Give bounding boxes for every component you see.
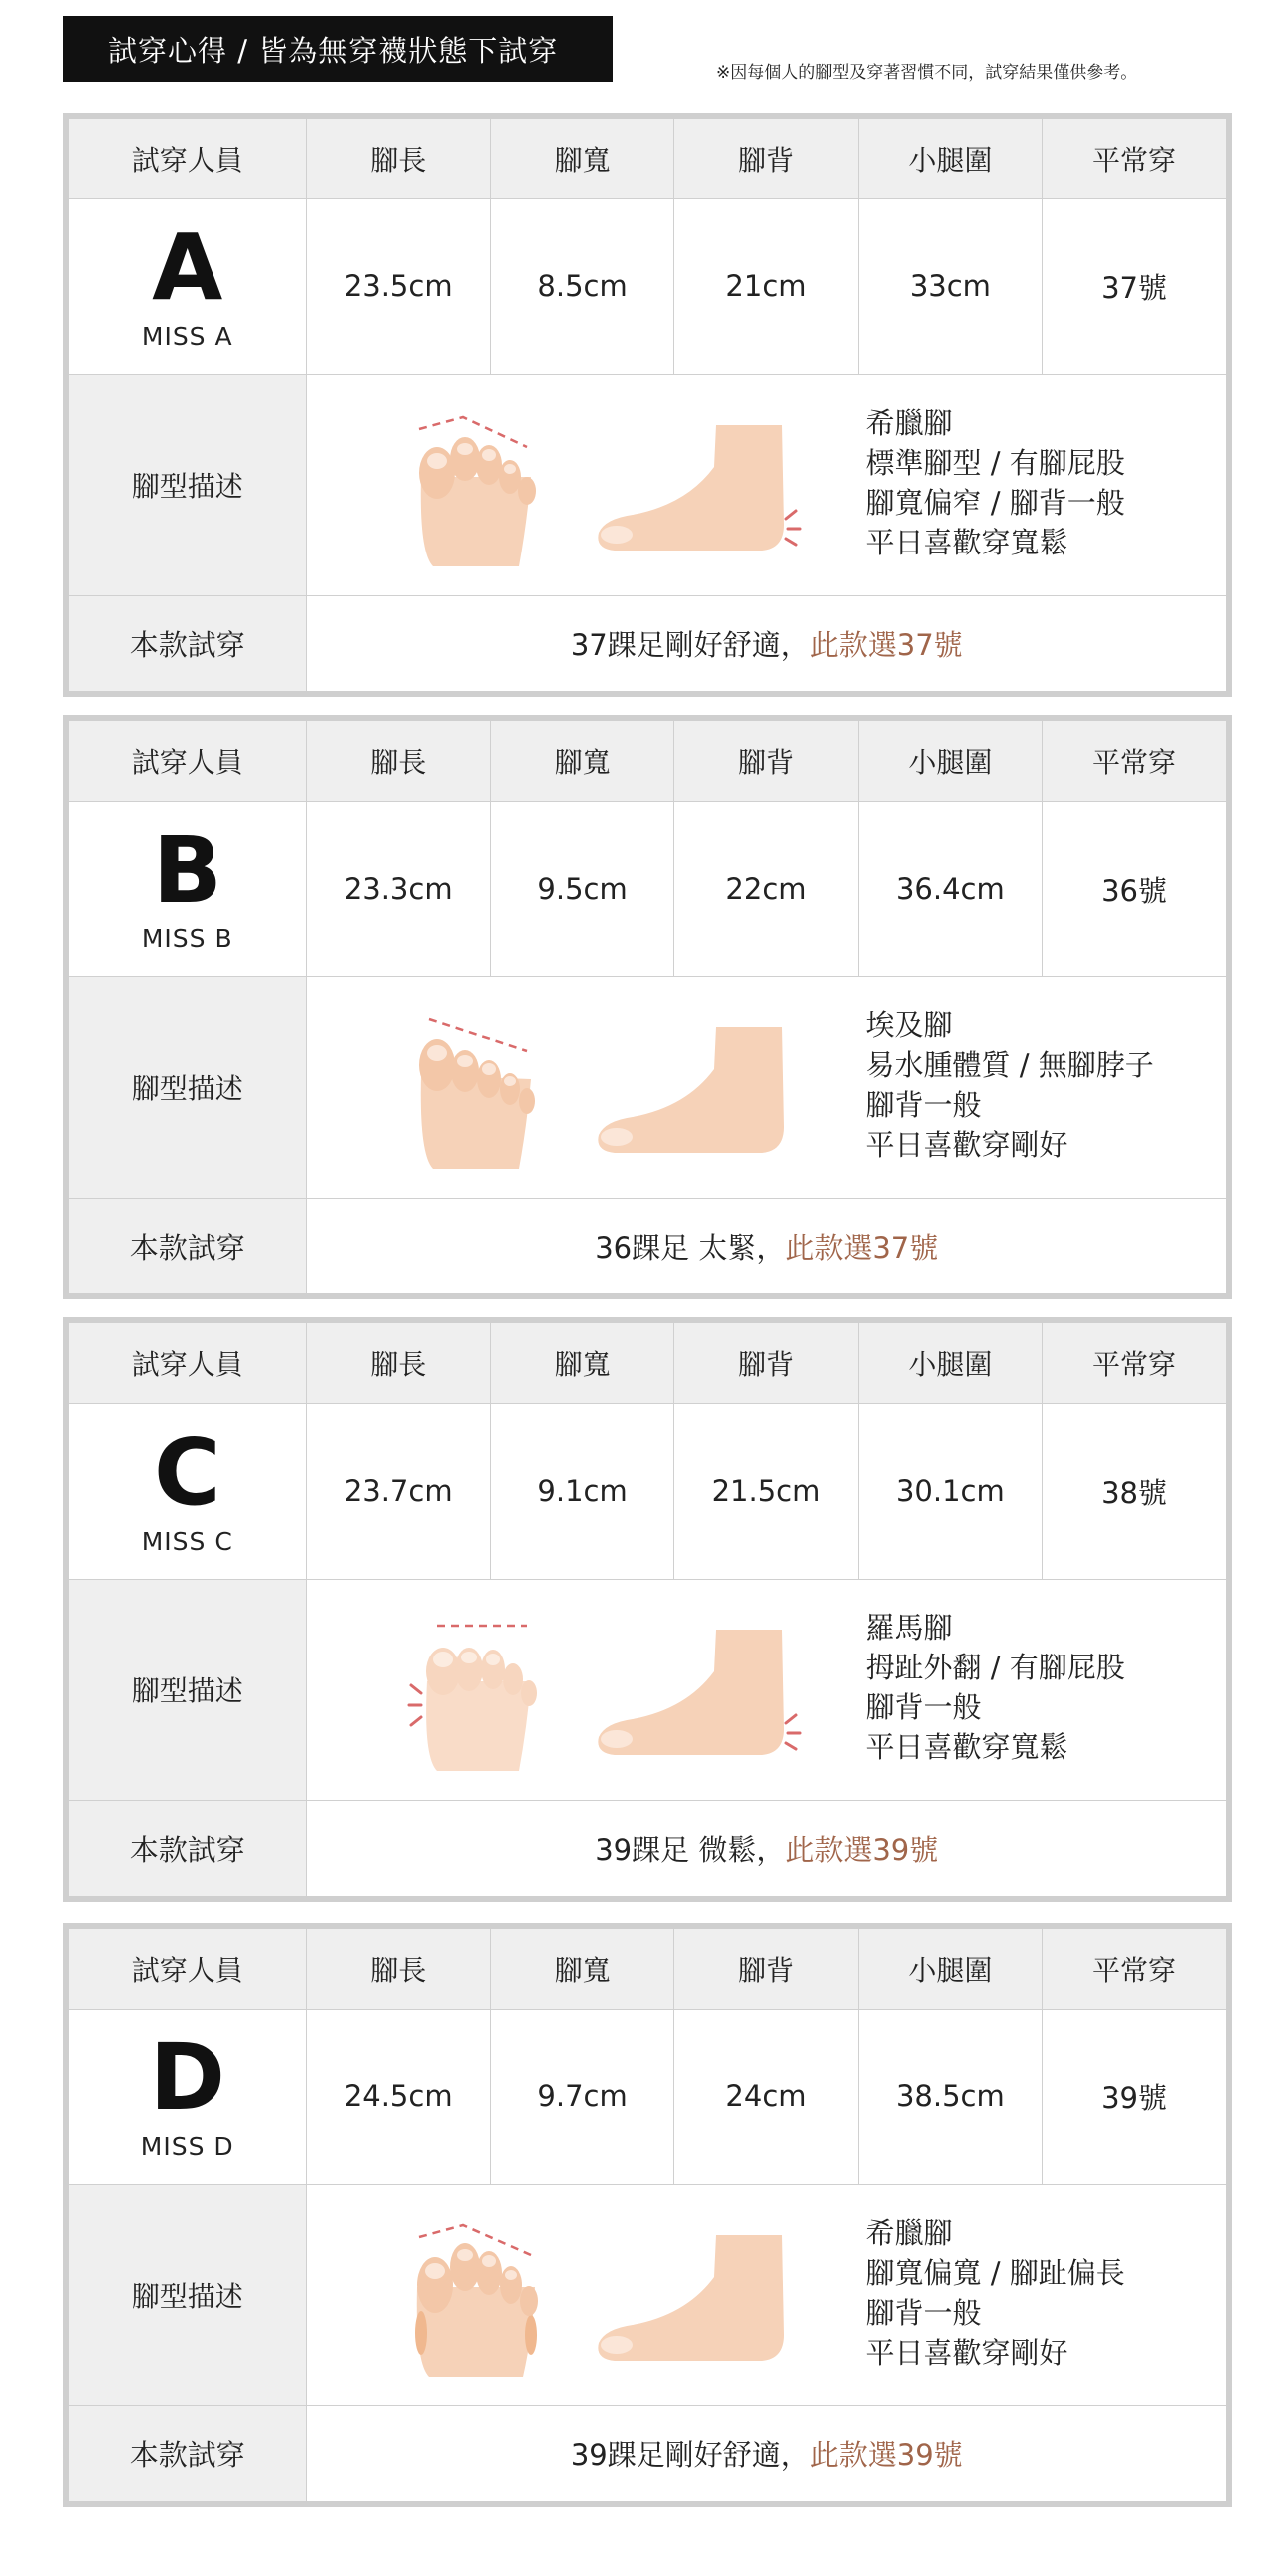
column-header-tester: 試穿人員 [69, 119, 306, 198]
trial-label: 本款試穿 [69, 1198, 306, 1293]
desc-line: 平日喜歡穿寬鬆 [865, 526, 1068, 559]
column-header-instep: 腳背 [674, 1323, 858, 1403]
column-header-tester: 試穿人員 [69, 721, 306, 801]
foot-width-value: 9.7cm [490, 2009, 673, 2184]
instep-value: 22cm [674, 801, 858, 976]
trial-label: 本款試穿 [69, 595, 306, 691]
usual-size-value: 39號 [1043, 2009, 1226, 2184]
tester-identity [69, 198, 306, 374]
column-header-foot-width: 腳寬 [490, 1929, 673, 2009]
foot-length-value: 23.3cm [306, 801, 490, 976]
column-header-foot-width: 腳寬 [490, 721, 673, 801]
desc-line: 腳背一般 [865, 1690, 982, 1724]
tester-identity [69, 2009, 306, 2184]
foot-width-value: 9.1cm [490, 1403, 673, 1579]
desc-text [866, 403, 1125, 562]
calf-value: 30.1cm [858, 1403, 1042, 1579]
trial-label: 本款試穿 [69, 2405, 306, 2501]
desc-line: 易水腫體質 / 無腳脖子 [865, 1048, 1154, 1082]
foot-description [306, 374, 1226, 595]
page-title-text: 試穿心得 / 皆為無穿襪狀態下試穿 [108, 33, 559, 68]
tester-name: MISS B [141, 923, 233, 953]
trial-text: 39踝足 微鬆， [595, 1832, 786, 1867]
desc-line: 腳寬偏窄 / 腳背一般 [865, 486, 1125, 520]
desc-line: 腳寬偏寬 / 腳趾偏長 [865, 2256, 1125, 2290]
column-header-instep: 腳背 [674, 119, 858, 198]
foot-length-value: 23.7cm [306, 1403, 490, 1579]
tester-name: MISS D [140, 2131, 234, 2161]
tester-card-a [63, 113, 1232, 697]
foot-type: 羅馬腳 [865, 1611, 953, 1645]
foot-length-value: 23.5cm [306, 198, 490, 374]
tester-identity [69, 1403, 306, 1579]
column-header-calf: 小腿圍 [858, 1323, 1042, 1403]
foot-length-value: 24.5cm [306, 2009, 490, 2184]
tester-letter: D [149, 2024, 225, 2131]
tester-card-c [63, 1317, 1232, 1902]
foot-width-value: 8.5cm [490, 198, 673, 374]
column-header-foot-length: 腳長 [306, 1323, 490, 1403]
column-header-instep: 腳背 [674, 721, 858, 801]
instep-value: 21cm [674, 198, 858, 374]
trial-result [306, 595, 1226, 691]
greek-foot-icon [407, 403, 547, 572]
usual-size-value: 36號 [1043, 801, 1226, 976]
trial-text: 39踝足剛好舒適， [570, 2437, 810, 2472]
egyptian-foot-icon [407, 1005, 547, 1175]
desc-label: 腳型描述 [69, 1579, 306, 1800]
foot-side-icon [587, 1017, 806, 1167]
desc-line: 拇趾外翻 / 有腳屁股 [865, 1651, 1125, 1684]
desc-line: 腳背一般 [865, 2296, 982, 2330]
calf-value: 36.4cm [858, 801, 1042, 976]
column-header-tester: 試穿人員 [69, 1323, 306, 1403]
desc-label: 腳型描述 [69, 374, 306, 595]
tester-letter: B [152, 816, 222, 923]
tester-letter: A [152, 213, 223, 321]
desc-text [866, 2213, 1125, 2373]
page-title [63, 16, 613, 82]
column-header-usual-size: 平常穿 [1043, 119, 1226, 198]
desc-label: 腳型描述 [69, 976, 306, 1198]
foot-type: 埃及腳 [865, 1008, 953, 1042]
column-header-calf: 小腿圍 [858, 1929, 1042, 2009]
foot-width-value: 9.5cm [490, 801, 673, 976]
trial-pick: 此款選39號 [785, 1832, 939, 1867]
tester-card-b [63, 715, 1232, 1299]
tester-name: MISS C [141, 1526, 233, 1556]
foot-description [306, 1579, 1226, 1800]
column-header-usual-size: 平常穿 [1043, 721, 1226, 801]
desc-line: 腳背一般 [865, 1088, 982, 1122]
column-header-foot-width: 腳寬 [490, 119, 673, 198]
trial-pick: 此款選39號 [809, 2437, 963, 2472]
trial-result [306, 2405, 1226, 2501]
desc-line: 平日喜歡穿寬鬆 [865, 1730, 1068, 1764]
tester-letter: C [153, 1418, 221, 1526]
trial-label: 本款試穿 [69, 1800, 306, 1896]
trial-result [306, 1198, 1226, 1293]
foot-description [306, 976, 1226, 1198]
column-header-usual-size: 平常穿 [1043, 1323, 1226, 1403]
desc-text [866, 1608, 1125, 1767]
desc-label: 腳型描述 [69, 2184, 306, 2405]
greek-foot-icon [407, 2213, 547, 2383]
trial-pick: 此款選37號 [809, 627, 963, 662]
desc-line: 平日喜歡穿剛好 [865, 2336, 1068, 2370]
column-header-instep: 腳背 [674, 1929, 858, 2009]
foot-description [306, 2184, 1226, 2405]
tester-card-d [63, 1923, 1232, 2507]
column-header-foot-length: 腳長 [306, 119, 490, 198]
tester-identity [69, 801, 306, 976]
foot-side-icon [587, 415, 806, 564]
instep-value: 24cm [674, 2009, 858, 2184]
trial-pick: 此款選37號 [785, 1230, 939, 1265]
trial-result [306, 1800, 1226, 1896]
column-header-foot-width: 腳寬 [490, 1323, 673, 1403]
desc-text [866, 1005, 1154, 1165]
disclaimer-note: ※因每個人的腳型及穿著習慣不同，試穿結果僅供參考。 [716, 63, 1138, 83]
calf-value: 38.5cm [858, 2009, 1042, 2184]
foot-side-icon [587, 1620, 806, 1769]
usual-size-value: 38號 [1043, 1403, 1226, 1579]
column-header-calf: 小腿圍 [858, 119, 1042, 198]
trial-text: 37踝足剛好舒適， [570, 627, 810, 662]
column-header-usual-size: 平常穿 [1043, 1929, 1226, 2009]
usual-size-value: 37號 [1043, 198, 1226, 374]
foot-type: 希臘腳 [865, 2216, 953, 2250]
foot-side-icon [587, 2225, 806, 2375]
column-header-foot-length: 腳長 [306, 1929, 490, 2009]
desc-line: 平日喜歡穿剛好 [865, 1128, 1068, 1162]
instep-value: 21.5cm [674, 1403, 858, 1579]
tester-name: MISS A [141, 321, 233, 351]
roman-foot-icon [407, 1608, 547, 1777]
column-header-calf: 小腿圍 [858, 721, 1042, 801]
calf-value: 33cm [858, 198, 1042, 374]
column-header-foot-length: 腳長 [306, 721, 490, 801]
foot-type: 希臘腳 [865, 406, 953, 440]
column-header-tester: 試穿人員 [69, 1929, 306, 2009]
desc-line: 標準腳型 / 有腳屁股 [865, 446, 1125, 480]
trial-text: 36踝足 太緊， [595, 1230, 786, 1265]
